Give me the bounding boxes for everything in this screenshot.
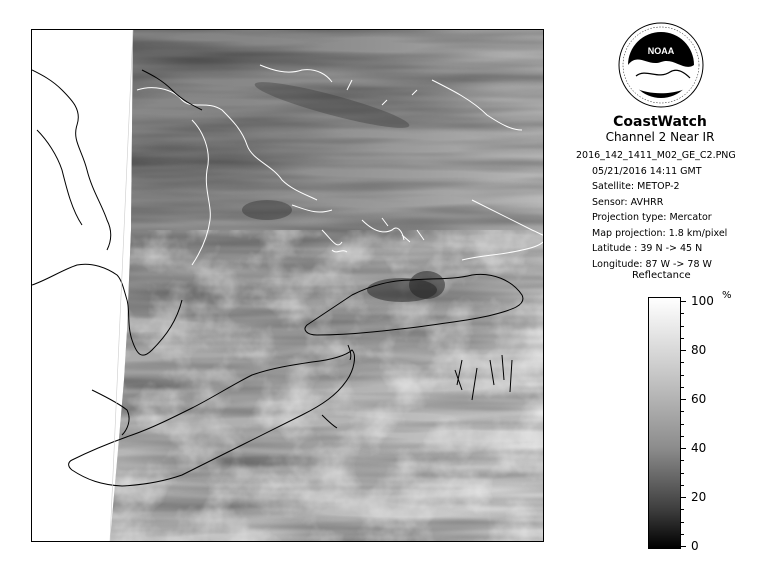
logo-text: NOAA [647, 46, 675, 56]
colorbar-minor-tick [681, 424, 684, 425]
colorbar-minor-tick [681, 509, 684, 510]
colorbar-tick-label: 60 [691, 392, 707, 406]
colorbar-tick-mark [681, 546, 686, 547]
page-title: CoastWatch [613, 114, 707, 130]
longitude-text: Longitude: 87 W -> 78 W [592, 258, 712, 270]
colorbar-minor-tick [681, 375, 684, 376]
colorbar-tick-label: 40 [691, 441, 707, 455]
colorbar-tick-label: 0 [691, 539, 699, 553]
colorbar-ticks [681, 294, 751, 553]
projection-type-text: Projection type: Mercator [592, 212, 712, 223]
colorbar-minor-tick [681, 313, 684, 314]
colorbar-tick-mark [681, 399, 686, 400]
datetime-text: 05/21/2016 14:11 GMT [592, 165, 702, 177]
latitude-text: Latitude : 39 N -> 45 N [592, 243, 703, 254]
noaa-logo [618, 22, 704, 108]
legend-unit: % [722, 290, 732, 301]
satellite-map [31, 29, 544, 542]
colorbar-minor-tick [681, 522, 684, 523]
colorbar-minor-tick [681, 387, 684, 388]
noaa-emblem-icon [618, 22, 704, 108]
colorbar-tick-label: 20 [691, 490, 707, 504]
legend-title: Reflectance [632, 270, 691, 281]
map-svg [32, 30, 543, 541]
colorbar-minor-tick [681, 436, 684, 437]
colorbar-tick-label: 80 [691, 343, 707, 357]
colorbar-minor-tick [681, 326, 684, 327]
colorbar-minor-tick [681, 534, 684, 535]
colorbar-tick-mark [681, 497, 686, 498]
colorbar-tick-mark [681, 301, 686, 302]
colorbar-minor-tick [681, 485, 684, 486]
colorbar-minor-tick [681, 362, 684, 363]
colorbar-minor-tick [681, 338, 684, 339]
metadata-block [576, 148, 776, 272]
sensor-text: Sensor: AVHRR [592, 196, 664, 208]
satellite-text: Satellite: METOP-2 [592, 181, 680, 192]
colorbar-tick-mark [681, 448, 686, 449]
reflectance-colorbar [648, 297, 681, 549]
colorbar-minor-tick [681, 460, 684, 461]
filename-text: 2016_142_1411_M02_GE_C2.PNG [576, 150, 736, 161]
map-projection-text: Map projection: 1.8 km/pixel [592, 227, 728, 239]
colorbar-minor-tick [681, 473, 684, 474]
colorbar-tick-mark [681, 350, 686, 351]
colorbar-tick-label: 100 [691, 294, 714, 308]
channel-subtitle: Channel 2 Near IR [605, 130, 715, 144]
colorbar-minor-tick [681, 411, 684, 412]
